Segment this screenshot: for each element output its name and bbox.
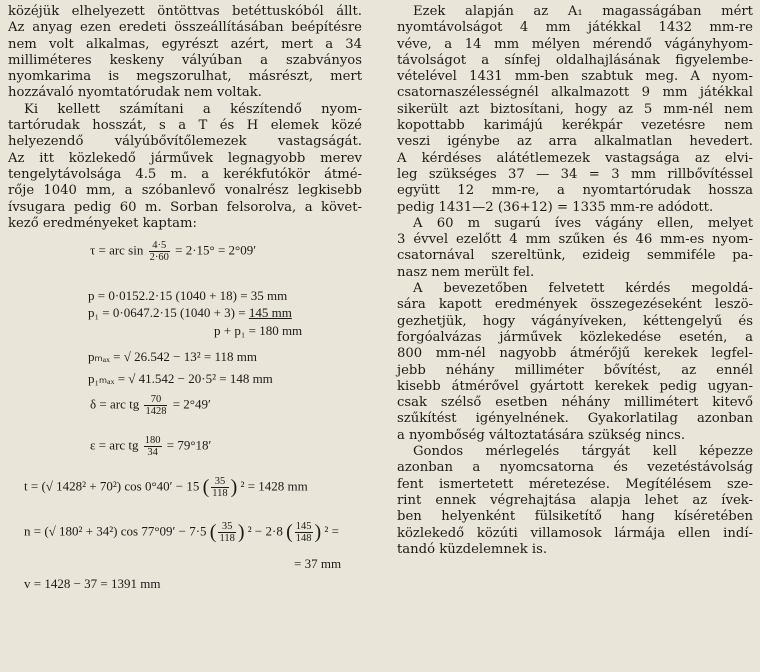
formula-p1 bbox=[88, 305, 292, 321]
fraction bbox=[218, 521, 235, 544]
text-line: nasz nem merült fel. bbox=[397, 264, 535, 280]
fraction bbox=[295, 521, 313, 544]
text-line: azonban a nyomcsatorna és vezetéstávolság bbox=[397, 460, 753, 476]
fraction-denominator: 118 bbox=[219, 533, 235, 545]
fraction-denominator: 148 bbox=[295, 533, 312, 545]
fraction-denominator: 1428 bbox=[145, 406, 167, 418]
text-line: együtt 12 mm-re, a nyomtartórudak hossza bbox=[397, 183, 753, 199]
text-line: A kérdéses alátétlemezek vastagsága az elvi- bbox=[397, 150, 753, 166]
text-line: csatornaszélességnél alkalmazott 9 mm játékkal bbox=[397, 85, 753, 101]
text-line: ívsugara pedig 60 m. Sorban felsorolva, a követ- bbox=[8, 199, 362, 215]
left-column bbox=[8, 4, 362, 672]
text-line: kező eredményeket kaptam: bbox=[8, 215, 197, 231]
formula-text: = arc tg bbox=[98, 437, 139, 453]
paren: ) bbox=[237, 521, 245, 544]
text-line: forgóalvázas járművek közlekedése esetén, a bbox=[397, 329, 753, 345]
paren: ( bbox=[209, 521, 217, 544]
text-line: pedig 1431—2 (36+12) = 1335 mm-re adódott. bbox=[397, 199, 714, 215]
paragraph bbox=[8, 4, 362, 102]
formula-text: ² = 1428 mm bbox=[240, 478, 308, 494]
text-line: nem volt alkalmas, egyrészt azért, mert a 34 bbox=[8, 36, 362, 52]
paragraph bbox=[397, 216, 753, 281]
paren: ) bbox=[230, 476, 238, 499]
formula-lhs: ε bbox=[90, 437, 96, 453]
fraction-numerator: 180 bbox=[144, 435, 161, 447]
text-line: A bevezetőben felvetett kérdés megoldá- bbox=[413, 281, 753, 297]
formula-delta bbox=[90, 394, 211, 417]
text-line: csak szélső esetben néhány millimétert kitevő bbox=[397, 395, 753, 411]
formula-t bbox=[24, 476, 308, 499]
text-line: közlekedő közúti villamosok lármája ellen indí- bbox=[397, 525, 753, 541]
formula-n-value: = 37 mm bbox=[294, 556, 342, 572]
fraction-numerator: 4·5 bbox=[149, 240, 170, 252]
formula-value: 145 mm bbox=[248, 305, 292, 321]
formula-text: = arc tg bbox=[99, 396, 140, 412]
text-line: Az anyag ezen eredeti összeállításában beépítésre bbox=[8, 20, 362, 36]
text-line: milliméteres keskeny vályúban a szabványos bbox=[8, 52, 362, 68]
formula-text: = 2°49′ bbox=[172, 396, 211, 412]
formula-text: = arc sin bbox=[98, 242, 144, 258]
formula-pmax: pₘₐₓ = √ 26.542 − 13² = 118 mm bbox=[88, 349, 257, 365]
paragraph bbox=[397, 281, 753, 444]
fraction-numerator: 145 bbox=[295, 521, 312, 533]
text-line: rője 1040 mm, a szóbanlevő vonalrész legkisebb bbox=[8, 183, 362, 199]
formula-text: n = (√ 180² + 34²) cos 77°09′ − 7·5 bbox=[24, 523, 207, 539]
formula-lhs: δ bbox=[90, 396, 97, 412]
formula-text: p₁ = 0·0647.2·15 (1040 + 3) = bbox=[88, 305, 246, 321]
formula-eps bbox=[90, 435, 211, 458]
fraction-denominator: 34 bbox=[147, 447, 158, 459]
paren: ) bbox=[314, 521, 322, 544]
text-line: Ezek alapján az A₁ magasságában mért bbox=[413, 4, 753, 19]
text-line: tandó küzdelemnek is. bbox=[397, 541, 548, 557]
text-line: gezhetjük, hogy vágányíveken, kéttengelyű és bbox=[397, 313, 753, 329]
right-column bbox=[397, 4, 753, 558]
text-line: nyomkarima is megszorulhat, másrészt, mert bbox=[8, 69, 362, 85]
text-line: A 60 m sugarú íves vágány ellen, melyet bbox=[413, 215, 753, 231]
formula-lhs: τ bbox=[90, 242, 96, 258]
text-line: jebb néhány milliméter bővítést, az ennél bbox=[397, 362, 753, 378]
text-line: Ki kellett számítani a készítendő nyom- bbox=[24, 101, 362, 117]
text-line: csatornával szereltünk, ezideig semmiféle pa- bbox=[397, 248, 753, 264]
text-line: sikerült azt biztosítani, hogy az 5 mm-nél nem bbox=[397, 101, 753, 117]
text-line: sára kapott eredmények összegezéseként leszö- bbox=[397, 297, 753, 313]
text-line: Gondos mérlegelés tárgyát kell képezze bbox=[413, 444, 753, 460]
formula-sum: p + p₁ = 180 mm bbox=[214, 323, 303, 339]
paragraph bbox=[8, 102, 362, 232]
text-line: tartórudak hosszát, s a T és H elemek közé bbox=[8, 118, 362, 134]
fraction bbox=[144, 394, 167, 417]
fraction-numerator: 35 bbox=[211, 476, 228, 488]
formula-text: ² = bbox=[324, 523, 339, 539]
fraction bbox=[149, 240, 170, 263]
formula-text: = 79°18′ bbox=[166, 437, 212, 453]
text-line: fent ismertetett méretezése. Megítélésem sze- bbox=[397, 476, 753, 492]
fraction-denominator: 118 bbox=[212, 488, 228, 500]
text-line: 800 mm-nél nagyobb átmérőjű kerekek legfel- bbox=[397, 346, 753, 362]
text-line: helyezendő vályúbővítőlemezek vastagságát. bbox=[8, 134, 362, 150]
text-line: szűkítést igényelnének. Gyakorlatilag azonban bbox=[397, 411, 753, 427]
formula-v: v = 1428 − 37 = 1391 mm bbox=[24, 576, 161, 592]
paren: ( bbox=[286, 521, 293, 544]
text-line: hozzávaló nyomtatórudak nem voltak. bbox=[8, 85, 262, 101]
text-line: Az itt közlekedő járművek legnagyobb merev bbox=[8, 150, 362, 166]
text-line: közéjük elhelyezett öntöttvas betéttuskóból állt. bbox=[8, 4, 362, 19]
fraction-numerator: 70 bbox=[144, 394, 167, 406]
text-line: véve, a 14 mm mélyen mérendő vágányhyom- bbox=[397, 36, 753, 52]
formula-p1max: p₁ₘₐₓ = √ 41.542 − 20·5² = 148 mm bbox=[88, 371, 273, 387]
text-line: vételével 1431 mm-ben szabtuk meg. A nyom- bbox=[397, 69, 753, 85]
text-line: 3 évvel ezelőtt 4 mm szűken és 46 mm-es nyom- bbox=[397, 232, 753, 248]
formula-tau bbox=[90, 240, 256, 263]
formula-text: = 2·15° = 2°09′ bbox=[175, 242, 257, 258]
text-line: kisebb átmérővel gyártott kerekek pedig ugyan- bbox=[397, 378, 753, 394]
paragraph bbox=[397, 444, 753, 558]
text-line: nyomtávolságot 4 mm játékkal 1432 mm-re bbox=[397, 20, 753, 36]
formula-block bbox=[8, 232, 362, 672]
paren: ( bbox=[202, 476, 210, 499]
formula-text: t = (√ 1428² + 70²) cos 0°40′ − 15 bbox=[24, 478, 200, 494]
text-line: ben helyenként fülsiketítő hang kíséretében bbox=[397, 509, 753, 525]
fraction-numerator: 35 bbox=[218, 521, 235, 533]
text-line: kopottabb karimájú kerékpár vezetésre nem bbox=[397, 118, 753, 134]
fraction bbox=[211, 476, 228, 499]
text-line: távolságot a sínfej oldalhajlásának figyelembe- bbox=[397, 52, 753, 68]
text-line: veszi igénybe az arra alkalmatlan hevedert. bbox=[397, 134, 753, 150]
fraction-denominator: 2·60 bbox=[149, 252, 169, 264]
formula-p: p = 0·0152.2·15 (1040 + 18) = 35 mm bbox=[88, 288, 288, 304]
text-line: rint ennek végrehajtása alapja lehet az ívek- bbox=[397, 492, 753, 508]
paragraph bbox=[397, 4, 753, 216]
text-line: tengelytávolsága 4.5 m. a kerékfutókör átmé- bbox=[8, 166, 362, 182]
text-line: a nyombőség változtatására szükség nincs. bbox=[397, 427, 686, 443]
formula-n bbox=[24, 521, 339, 544]
text-line: leg szükséges 37 — 34 = 3 mm rillbővítéssel bbox=[397, 166, 753, 182]
formula-text: ² − 2·8 bbox=[247, 523, 283, 539]
fraction bbox=[144, 435, 162, 458]
